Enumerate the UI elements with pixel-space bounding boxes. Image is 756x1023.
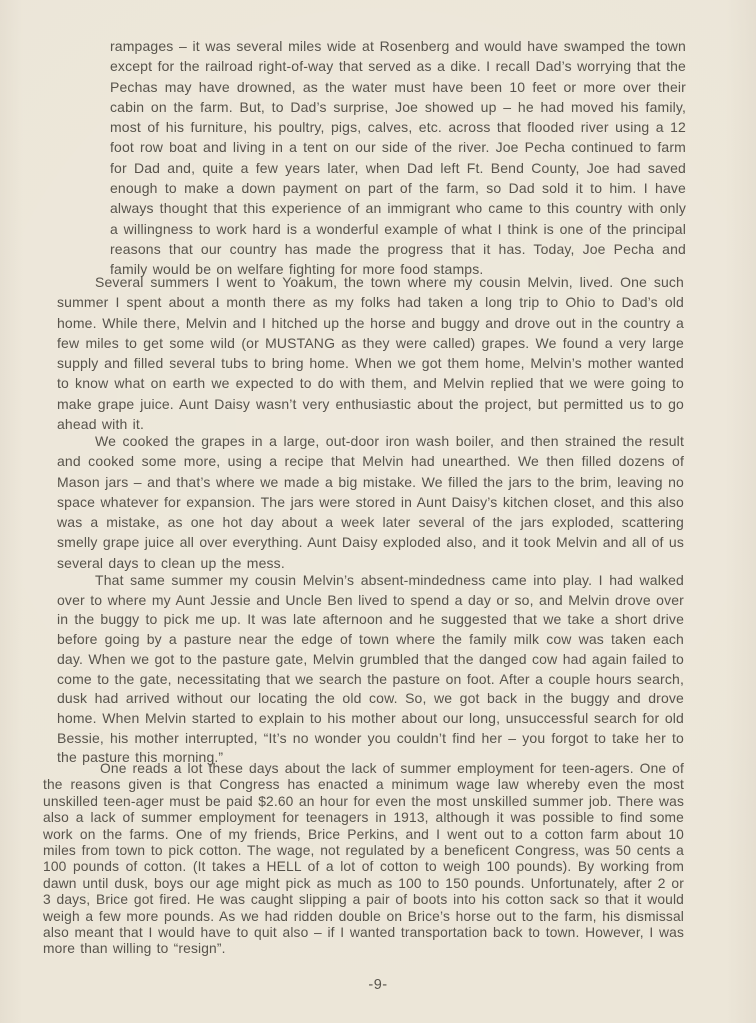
paragraph-grape-juice: We cooked the grapes in a large, out-door iron wash boiler, and then strained the result and cooked some more, using a recipe that Melvin had unearthed. We then filled dozens of Mason jars – and that’s where we made a big mistake. We filled the jars to the brim, leaving no space whatever for expansion. The jars were stored in Aunt Daisy’s kitchen closet, and this also was a mistake, as one hot day about a week later several of the jars exploded, scattering smelly grape juice all over everything. Aunt Daisy exploded also, and it took Melvin and all of us several days to clean up the mess. bbox=[57, 433, 684, 571]
paragraph-cotton-picking: One reads a lot these days about the lack of summer employment for teen-agers. One of the reasons given is that Congress has enacted a minimum wage law whereby even the most unskilled teen-ager must be paid $2.60 an hour for even the most unskilled summer job. There was also a lack of summer employment for teenagers in 1913, although it was possible to find some work on the farms. One of my friends, Brice Perkins, and I went out to a cotton farm about 10 miles from town to pick cotton. The wage, not regulated by a beneficent Congress, was 50 cents a 100 pounds of cotton. (It takes a HELL of a lot of cotton to weigh 100 pounds). By working from dawn until dusk, boys our age might pick as much as 100 to 150 pounds. Unfortunately, after 2 or 3 days, Brice got fired. He was caught slipping a pair of boots into his cotton sack so that it would weigh a few more pounds. As we had ridden double on Brice’s horse out to the farm, his dismissal also meant that I would have to quit also – if I wanted transportation back to town. However, I was more than willing to “resign”. bbox=[43, 761, 684, 957]
page-number: -9- bbox=[368, 977, 388, 993]
paragraph-yoakum-summers: Several summers I went to Yoakum, the town where my cousin Melvin, lived. One such summer I spent about a month there as my folks had taken a long trip to Ohio to Dad’s old home. While there, Melvin and I hitched up the horse and buggy and drove out in the country a few miles to get some wild (or MUSTANG as they were called) grapes. We found a very large supply and filled several tubs to bring home. When we got them home, Melvin’s mother wanted to know what on earth we expected to do with them, and Melvin replied that we were going to make grape juice. Aunt Daisy wasn’t very enthusiastic about the project, but permitted us to go ahead with it. bbox=[57, 274, 684, 433]
paragraph-rampages-continuation: rampages – it was several miles wide at Rosenberg and would have swamped the town except for the railroad right-of-way that served as a dike. I recall Dad’s worrying that the Pechas may have drowned, as the water must have been 10 feet or more over their cabin on the farm. But, to Dad’s surprise, Joe showed up – he had moved his family, most of his furniture, his poultry, pigs, calves, etc. across that flooded river using a 12 foot row boat and living in a tent on our side of the river. Joe Pecha continued to farm for Dad and, quite a few years later, when Dad left Ft. Bend County, Joe had saved enough to make a down payment on part of the farm, so Dad sold it to him. I have always thought that this experience of an immigrant who came to this country with only a willingness to work hard is a wonderful example of what I think is one of the principal reasons that our country has made the progress that it has. Today, Joe Pecha and family would be on welfare fighting for more food stamps. bbox=[110, 38, 686, 278]
paragraph-melvin-cow: That same summer my cousin Melvin’s absent-mindedness came into play. I had walked over to where my Aunt Jessie and Uncle Ben lived to spend a day or so, and Melvin drove over in the buggy to pick me up. It was late afternoon and he suggested that we take a short drive before going by a pasture near the edge of town where the family milk cow was taken each day. When we got to the pasture gate, Melvin grumbled that the danged cow had again failed to come to the gate, necessitating that we search the pasture on foot. After a couple hours search, dusk had arrived without our locating the old cow. So, we got back in the buggy and drove home. When Melvin started to explain to his mother about our long, unsuccessful search for old Bessie, his mother interrupted, “It’s no wonder you couldn’t find her – you forgot to take her to the pasture this morning.” bbox=[57, 572, 684, 766]
